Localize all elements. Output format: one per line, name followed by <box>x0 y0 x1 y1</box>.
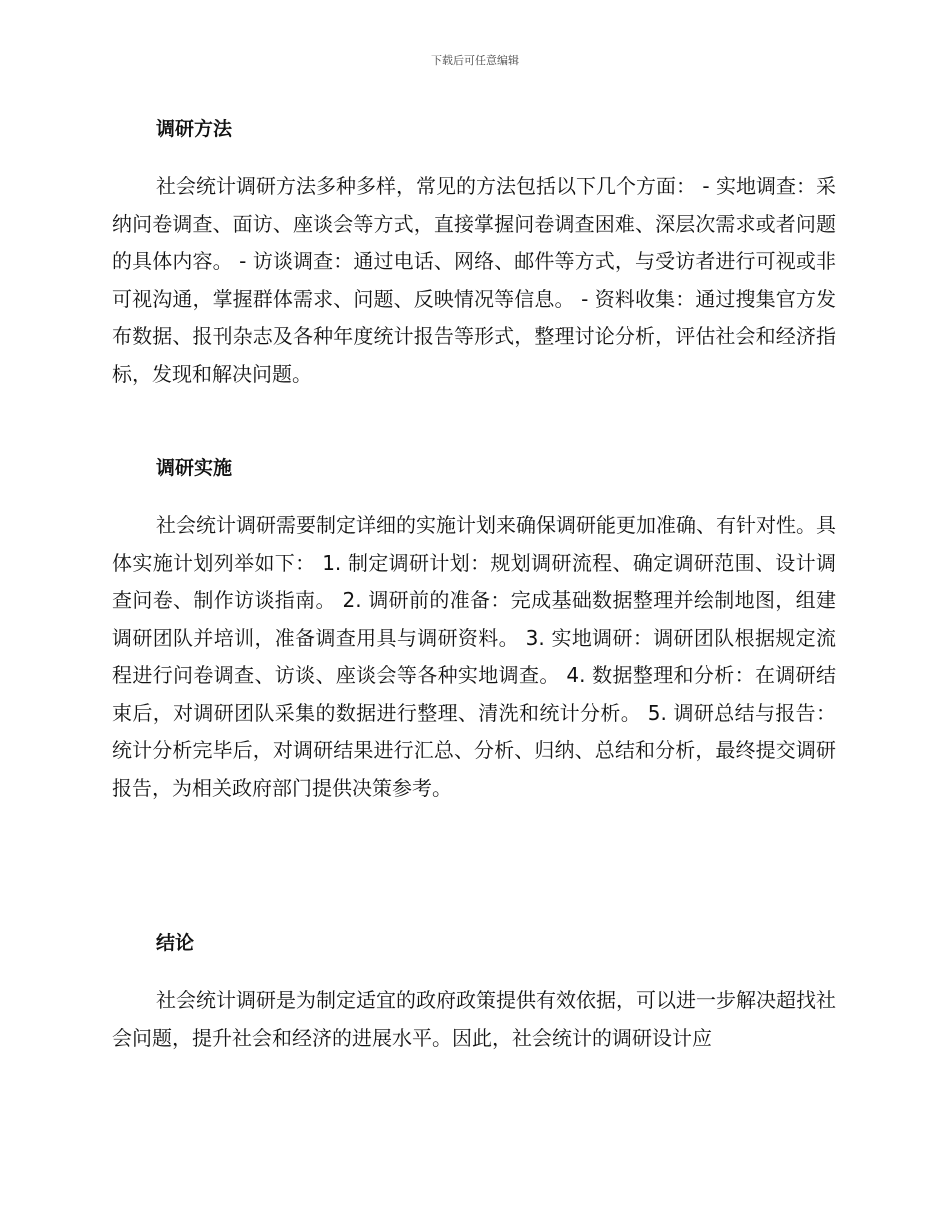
section-title-conclusion: 结论 <box>156 932 195 954</box>
section-body-conclusion: 社会统计调研是为制定适宜的政府政策提供有效依据，可以进一步解决超找社会问题，提升社会和经济的进展水平。因此，社会统计的调研设计应 <box>112 988 836 1050</box>
page-header: 下载后可任意编辑 <box>431 54 519 67</box>
section-title-method: 调研方法 <box>156 118 233 140</box>
section-title-implementation: 调研实施 <box>156 457 233 479</box>
section-body-method: 社会统计调研方法多种多样，常见的方法包括以下几个方面： - 实地调查：采纳问卷调查、面访、座谈会等方式，直接掌握问卷调查困难、深层次需求或者问题的具体内容。 - 访谈调查：通过电话、网络、邮件等方式，与受访者进行可视或非可视沟通，掌握群体需求、问题、反映情况等信息。 - 资料收集：通过搜集官方发布数据、报刊杂志及各种年度统计报告等形式，整理讨论分析，评估社会和经济指标，发现和解决问题。 <box>112 174 836 386</box>
section-body-implementation: 社会统计调研需要制定详细的实施计划来确保调研能更加准确、有针对性。具体实施计划列举如下： 1. 制定调研计划：规划调研流程、确定调研范围、设计调查问卷、制作访谈指南。 2. 调研前的准备：完成基础数据整理并绘制地图，组建调研团队并培训，准备调查用具与调研资料。 3. 实地调研：调研团队根据规定流程进行问卷调查、访谈、座谈会等各种实地调查。 4. 数据整理和分析：在调研结束后，对调研团队采集的数据进行整理、清洗和统计分析。 5. 调研总结与报告：统计分析完毕后，对调研结果进行汇总、分析、归纳、总结和分析，最终提交调研报告，为相关政府部门提供决策参考。 <box>112 513 836 800</box>
